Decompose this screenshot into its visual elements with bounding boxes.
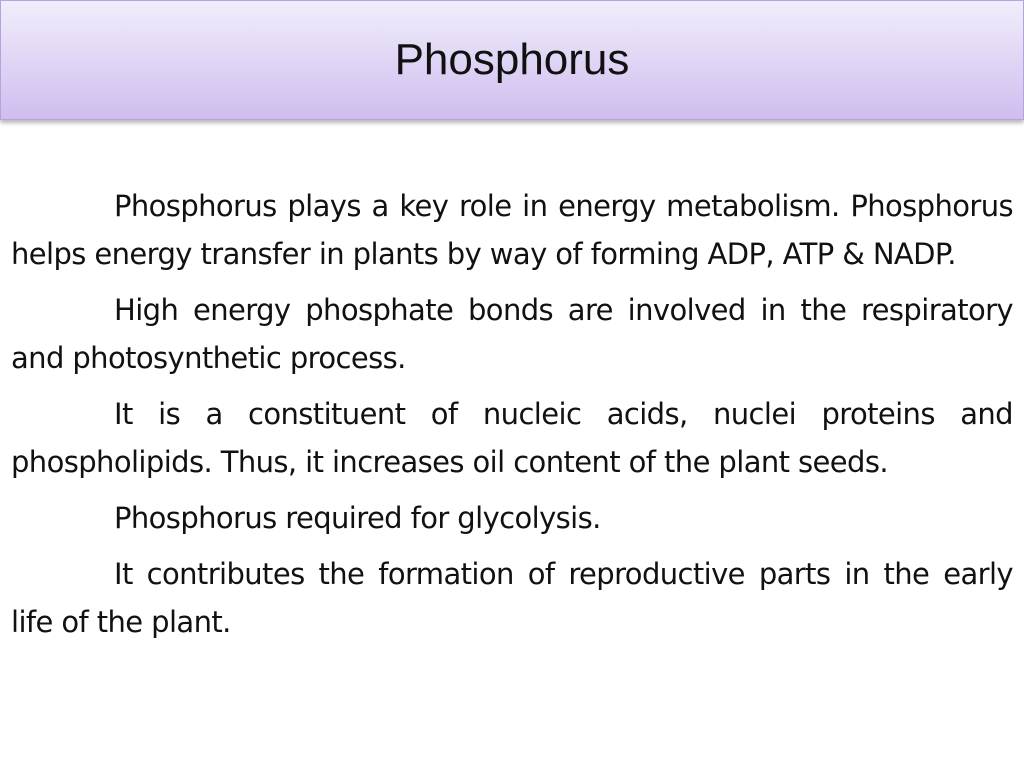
paragraph-energy-metabolism: Phosphorus plays a key role in energy metabolism. Phosphorus helps energy transfer in plants by way of forming ADP, ATP & NADP. (11, 189, 1013, 271)
slide-title: Phosphorus (394, 35, 630, 84)
slide-body (11, 182, 1013, 654)
paragraph-glycolysis: Phosphorus required for glycolysis. (114, 501, 601, 535)
paragraph-nucleic-acids: It is a constituent of nucleic acids, nuclei proteins and phospholipids. Thus, it increases oil content of the plant seeds. (11, 397, 1013, 479)
paragraph-reproductive-parts: It contributes the formation of reproductive parts in the early life of the plant. (11, 557, 1013, 639)
title-bar (0, 0, 1024, 120)
paragraph-phosphate-bonds: High energy phosphate bonds are involved in the respiratory and photosynthetic process. (11, 293, 1013, 375)
